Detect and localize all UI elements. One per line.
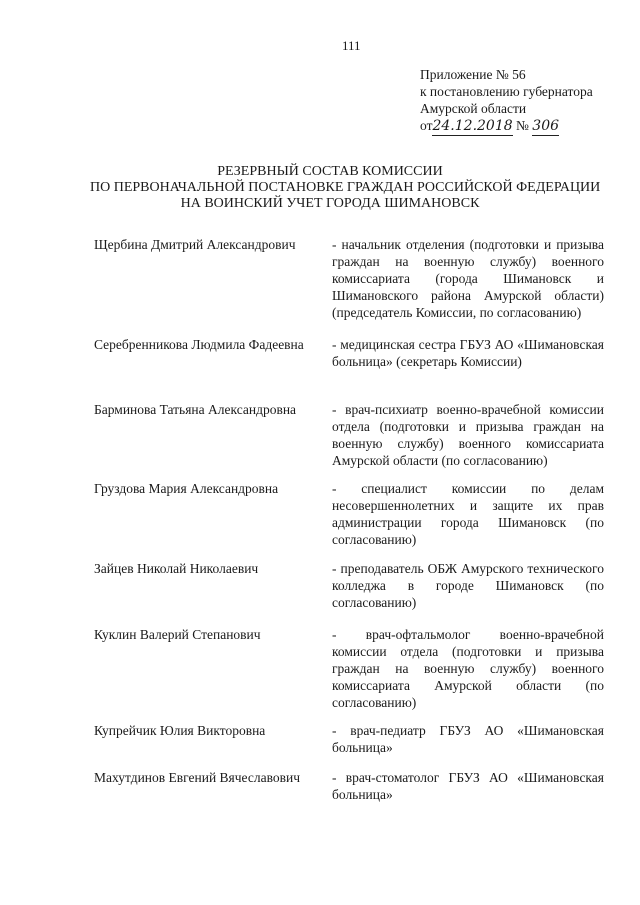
member-role: - врач-педиатр ГБУЗ АО «Шимановская больница»	[332, 723, 604, 755]
appendix-number: Приложение № 56	[420, 67, 526, 82]
member-name: Щербина Дмитрий Александрович	[94, 237, 296, 252]
handwritten-date: 24.12.2018	[432, 118, 513, 134]
member-role: - специалист комиссии по делам несовершеннолетних и защите их прав администрации города Шимановск (по согласованию)	[332, 481, 604, 547]
member-role: - медицинская сестра ГБУЗ АО «Шимановская больница» (секретарь Комиссии)	[332, 337, 604, 369]
title-line-1: РЕЗЕРВНЫЙ СОСТАВ КОМИССИИ	[217, 164, 443, 179]
page-number: 111	[342, 38, 361, 53]
title-line-3: НА ВОИНСКИЙ УЧЕТ ГОРОДА ШИМАНОВСК	[180, 196, 480, 211]
appendix-header	[420, 66, 593, 136]
title-line-2: ПО ПЕРВОНАЧАЛЬНОЙ ПОСТАНОВКЕ ГРАЖДАН РОССИЙСКОЙ ФЕДЕРАЦИИ	[90, 180, 601, 195]
number-prefix: №	[516, 118, 529, 133]
member-name: Зайцев Николай Николаевич	[94, 561, 259, 576]
appendix-date-line	[420, 117, 593, 136]
member-role: - врач-стоматолог ГБУЗ АО «Шимановская больница»	[332, 770, 604, 802]
member-name: Груздова Мария Александровна	[94, 481, 279, 496]
member-role: - врач-офтальмолог военно-врачебной комиссии отдела (подготовки и призыва граждан на военную службу) военного комиссариата Амурской области (по согласованию)	[332, 627, 604, 710]
member-name: Куклин Валерий Степанович	[94, 627, 261, 642]
handwritten-number: 306	[532, 118, 560, 134]
member-role: - начальник отделения (подготовки и призыва граждан на военную службу) военного комиссариата (города Шимановск и Шимановского района Амурской области) (председатель Комиссии, по согласованию)	[332, 237, 604, 320]
date-prefix: от	[420, 118, 433, 133]
appendix-decree: к постановлению губернатора	[420, 84, 593, 99]
document-title	[90, 164, 601, 212]
member-name: Барминова Татьяна Александровна	[94, 402, 297, 417]
member-name: Купрейчик Юлия Викторовна	[94, 723, 266, 738]
member-name: Серебренникова Людмила Фадеевна	[94, 337, 304, 352]
member-role: - врач-психиатр военно-врачебной комиссии отдела (подготовки и призыва граждан на военную службу) военного комиссариата Амурской области (по согласованию)	[332, 402, 604, 468]
appendix-region: Амурской области	[420, 101, 527, 116]
member-role: - преподаватель ОБЖ Амурского технического колледжа в городе Шимановск (по согласованию)	[332, 561, 604, 610]
member-name: Махутдинов Евгений Вячеславович	[94, 770, 301, 785]
